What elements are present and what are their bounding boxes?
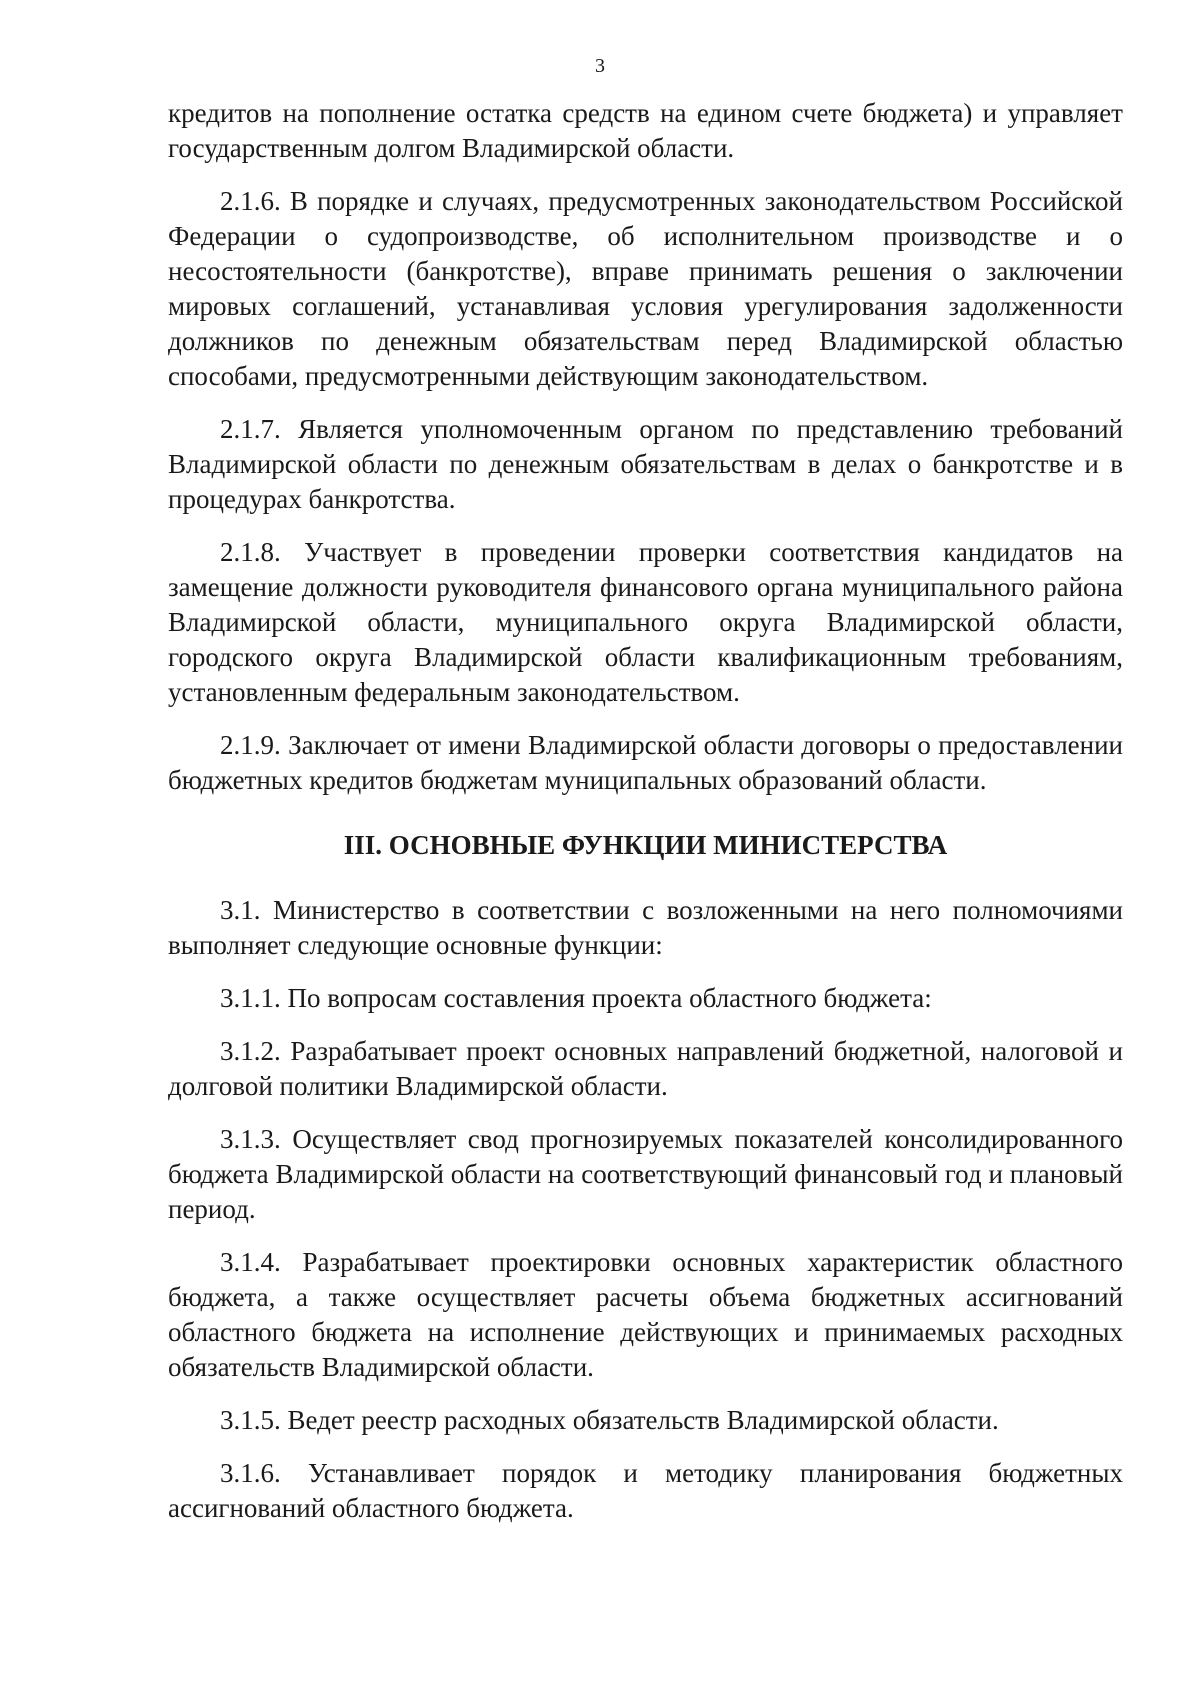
paragraph-3-1-6: 3.1.6. Устанавливает порядок и методику планирования бюджетных ассигнований областного бюджета. (168, 1458, 1123, 1523)
paragraph-2-1-7: 2.1.7. Является уполномоченным органом по представлению требований Владимирской области по денежным обязательствам в делах о банкротстве и в процедурах банкротства. (168, 414, 1123, 514)
paragraph-2-1-9: 2.1.9. Заключает от имени Владимирской области договоры о предоставлении бюджетных кредитов бюджетам муниципальных образований области. (168, 730, 1123, 795)
paragraph-2-1-6: 2.1.6. В порядке и случаях, предусмотренных законодательством Российской Федерации о судопроизводстве, об исполнительном производстве и о несостоятельности (банкротстве), вправе принимать решения о заключении мировых соглашений, устанавливая условия урегулирования задолженности должников по денежным обязательствам перед Владимирской областью способами, предусмотренными действующим законодательством. (168, 186, 1123, 391)
section-heading: III. ОСНОВНЫЕ ФУНКЦИИ МИНИСТЕРСТВА (343, 830, 948, 860)
paragraph-continuation: кредитов на пополнение остатка средств на едином счете бюджета) и управляет государственным долгом Владимирской области. (168, 98, 1123, 163)
paragraph-3-1-1: 3.1.1. По вопросам составления проекта областного бюджета: (220, 983, 932, 1013)
paragraph-3-1-2: 3.1.2. Разрабатывает проект основных направлений бюджетной, налоговой и долговой политики Владимирской области. (168, 1036, 1123, 1101)
paragraph-3-1: 3.1. Министерство в соответствии с возложенными на него полномочиями выполняет следующие основные функции: (168, 895, 1123, 960)
document-body (168, 96, 1123, 1544)
paragraph-3-1-4: 3.1.4. Разрабатывает проектировки основных характеристик областного бюджета, а также осуществляет расчеты объема бюджетных ассигнований областного бюджета на исполнение действующих и принимаемых расходных обязательств Владимирской области. (168, 1247, 1123, 1382)
paragraph-3-1-5: 3.1.5. Ведет реестр расходных обязательств Владимирской области. (220, 1405, 999, 1435)
paragraph-2-1-8: 2.1.8. Участвует в проведении проверки соответствия кандидатов на замещение должности руководителя финансового органа муниципального района Владимирской области, муниципального округа Владимирской области, городского округа Владимирской области квалификационным требованиям, установленным федеральным законодательством. (168, 537, 1123, 707)
page-number: 3 (595, 55, 605, 77)
paragraph-3-1-3: 3.1.3. Осуществляет свод прогнозируемых показателей консолидированного бюджета Владимирской области на соответствующий финансовый год и плановый период. (168, 1124, 1123, 1224)
